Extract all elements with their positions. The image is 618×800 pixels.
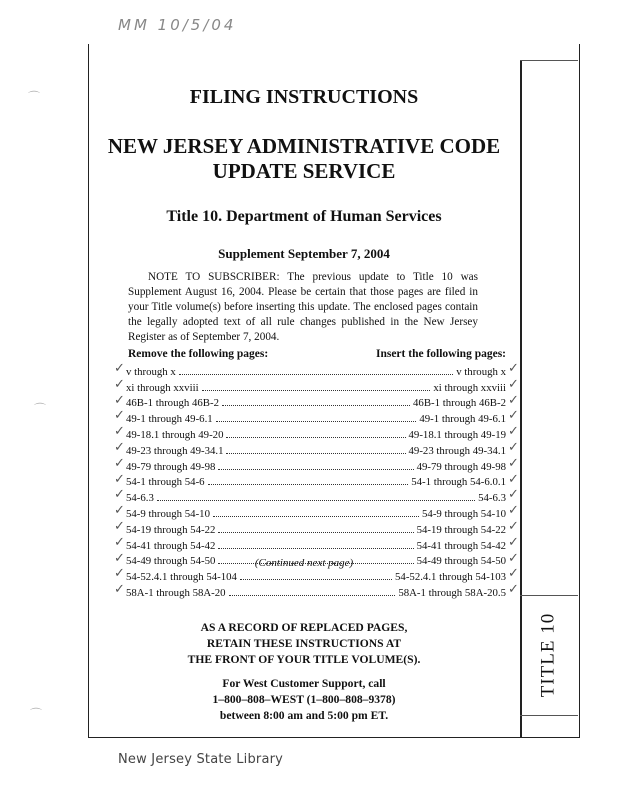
insert-pages: 54-1 through 54-6.0.1: [411, 476, 506, 489]
check-mark-icon: ✓: [114, 503, 125, 519]
insert-pages: 54-6.3: [478, 492, 506, 505]
insert-pages: xi through xxviii: [433, 381, 506, 394]
check-mark-icon: ✓: [508, 519, 519, 534]
check-mark-icon: ✓: [508, 392, 519, 408]
check-mark-icon: ✓: [114, 376, 125, 392]
code-title-line: NEW JERSEY ADMINISTRATIVE CODE: [107, 134, 501, 158]
remove-pages: 54-19 through 54-22: [126, 523, 216, 536]
check-mark-icon: ✓: [114, 408, 125, 424]
tab-divider: [520, 715, 578, 716]
support-line: For West Customer Support, call: [222, 677, 386, 690]
remove-pages: v through x: [126, 365, 176, 378]
table-row: [126, 488, 506, 504]
check-mark-icon: ✓: [508, 440, 519, 455]
insert-pages: 54-9 through 54-10: [422, 507, 506, 520]
title-tab-label: TITLE 10: [537, 612, 559, 698]
check-mark-icon: ✓: [508, 408, 519, 424]
record-instructions: [88, 620, 520, 668]
dot-leader: [218, 548, 413, 549]
table-row: [126, 536, 506, 552]
tab-strip-line: [520, 60, 522, 737]
record-line: AS A RECORD OF REPLACED PAGES,: [200, 621, 408, 634]
check-mark-icon: ✓: [508, 503, 519, 519]
table-row: [126, 394, 506, 410]
insert-pages: v through x: [456, 365, 506, 378]
insert-pages: 54-41 through 54-42: [416, 539, 506, 552]
remove-pages: 49-18.1 through 49-20: [126, 428, 224, 441]
check-mark-icon: ✓: [114, 440, 125, 455]
dot-leader: [157, 500, 475, 501]
insert-pages: 49-23 through 49-34.1: [408, 444, 506, 457]
remove-pages: 46B-1 through 46B-2: [126, 397, 219, 410]
check-mark-icon: ✓: [508, 550, 519, 566]
dot-leader: [213, 516, 419, 517]
check-mark-icon: ✓: [114, 392, 125, 408]
remove-pages: 54-49 through 54-50: [126, 555, 216, 568]
check-mark-icon: ✓: [508, 424, 519, 440]
check-mark-icon: ✓: [508, 582, 519, 598]
title-tab: [528, 600, 568, 710]
table-row: [126, 473, 506, 489]
insert-pages: 54-52.4.1 through 54-103: [395, 571, 506, 584]
support-line: 1–800–808–WEST (1–800–808–9378): [212, 693, 396, 706]
handwritten-note: MM 10/5/04: [118, 16, 237, 34]
check-mark-icon: ✓: [508, 361, 519, 376]
check-mark-icon: ✓: [114, 566, 125, 582]
remove-column-header: Remove the following pages:: [128, 348, 269, 360]
record-line: RETAIN THESE INSTRUCTIONS AT: [206, 637, 402, 650]
customer-support: [88, 676, 520, 724]
table-row: [126, 520, 506, 536]
insert-pages: 49-18.1 through 49-19: [408, 428, 506, 441]
support-line: between 8:00 am and 5:00 pm ET.: [219, 709, 389, 722]
remove-pages: xi through xxviii: [126, 381, 199, 394]
insert-pages: 46B-1 through 46B-2: [413, 397, 506, 410]
remove-pages: 49-79 through 49-98: [126, 460, 216, 473]
insert-pages: 49-79 through 49-98: [416, 460, 506, 473]
insert-pages: 54-19 through 54-22: [416, 523, 506, 536]
dot-leader: [222, 405, 410, 406]
remove-pages: 54-52.4.1 through 54-104: [126, 571, 237, 584]
dot-leader: [240, 579, 392, 580]
page-title: FILING INSTRUCTIONS: [189, 86, 419, 108]
table-row: [126, 409, 506, 425]
insert-pages: 49-1 through 49-6.1: [419, 413, 506, 426]
scan-mark: ⌒: [34, 402, 47, 416]
remove-pages: 54-9 through 54-10: [126, 507, 210, 520]
insert-pages: 58A-1 through 58A-20.5: [398, 586, 506, 599]
scan-mark: ⌒: [28, 90, 41, 104]
check-mark-icon: ✓: [114, 424, 125, 440]
dot-leader: [179, 374, 453, 375]
check-mark-icon: ✓: [508, 487, 519, 503]
dot-leader: [226, 453, 405, 454]
remove-pages: 54-6.3: [126, 492, 154, 505]
code-title: [88, 134, 520, 184]
check-mark-icon: ✓: [114, 582, 125, 598]
dot-leader: [226, 437, 405, 438]
tab-divider: [520, 60, 578, 61]
remove-pages: 54-1 through 54-6: [126, 476, 205, 489]
table-row: [126, 378, 506, 394]
remove-pages: 49-1 through 49-6.1: [126, 413, 213, 426]
check-mark-icon: ✓: [508, 534, 519, 550]
check-mark-icon: ✓: [114, 487, 125, 503]
check-mark-icon: ✓: [114, 361, 125, 376]
note-to-subscriber: NOTE TO SUBSCRIBER: The previous update to Title 10 was Supplement August 16, 2004. Please be certain that those pages are filed in your Title volume(s) before inserting this update. The enclosed pages contain the legally adopted text of all rule changes published in the New Jersey Register as of September 7, 2004.: [128, 271, 478, 343]
check-mark-icon: ✓: [508, 455, 519, 471]
dot-leader: [208, 484, 409, 485]
insert-pages: 54-49 through 54-50: [416, 555, 506, 568]
dot-leader: [216, 421, 417, 422]
remove-pages: 58A-1 through 58A-20: [126, 586, 226, 599]
table-row: [126, 425, 506, 441]
tab-divider: [520, 595, 578, 596]
check-mark-icon: ✓: [508, 566, 519, 582]
record-line: THE FRONT OF YOUR TITLE VOLUME(S).: [187, 653, 421, 666]
check-mark-icon: ✓: [114, 534, 125, 550]
department-title: Title 10. Department of Human Services: [166, 208, 442, 225]
table-row: [126, 583, 506, 599]
remove-pages: 49-23 through 49-34.1: [126, 444, 224, 457]
dot-leader: [218, 469, 413, 470]
table-row: [126, 567, 506, 583]
table-row: [126, 362, 506, 378]
check-mark-icon: ✓: [114, 471, 125, 487]
dot-leader: [229, 595, 396, 596]
supplement-date: Supplement September 7, 2004: [218, 246, 390, 261]
scan-mark: ⌒: [30, 707, 43, 721]
remove-pages: 54-41 through 54-42: [126, 539, 216, 552]
code-title-line: UPDATE SERVICE: [212, 159, 396, 183]
table-row: [126, 504, 506, 520]
check-mark-icon: ✓: [114, 455, 125, 471]
insert-column-header: Insert the following pages:: [375, 348, 506, 360]
dot-leader: [202, 390, 431, 391]
continued-note: (Continued next page): [254, 557, 354, 569]
check-mark-icon: ✓: [508, 376, 519, 392]
check-mark-icon: ✓: [114, 519, 125, 534]
check-mark-icon: ✓: [508, 471, 519, 487]
table-row: [126, 441, 506, 457]
table-row: [126, 457, 506, 473]
check-mark-icon: ✓: [114, 550, 125, 566]
dot-leader: [218, 532, 413, 533]
library-stamp: New Jersey State Library: [118, 752, 284, 767]
